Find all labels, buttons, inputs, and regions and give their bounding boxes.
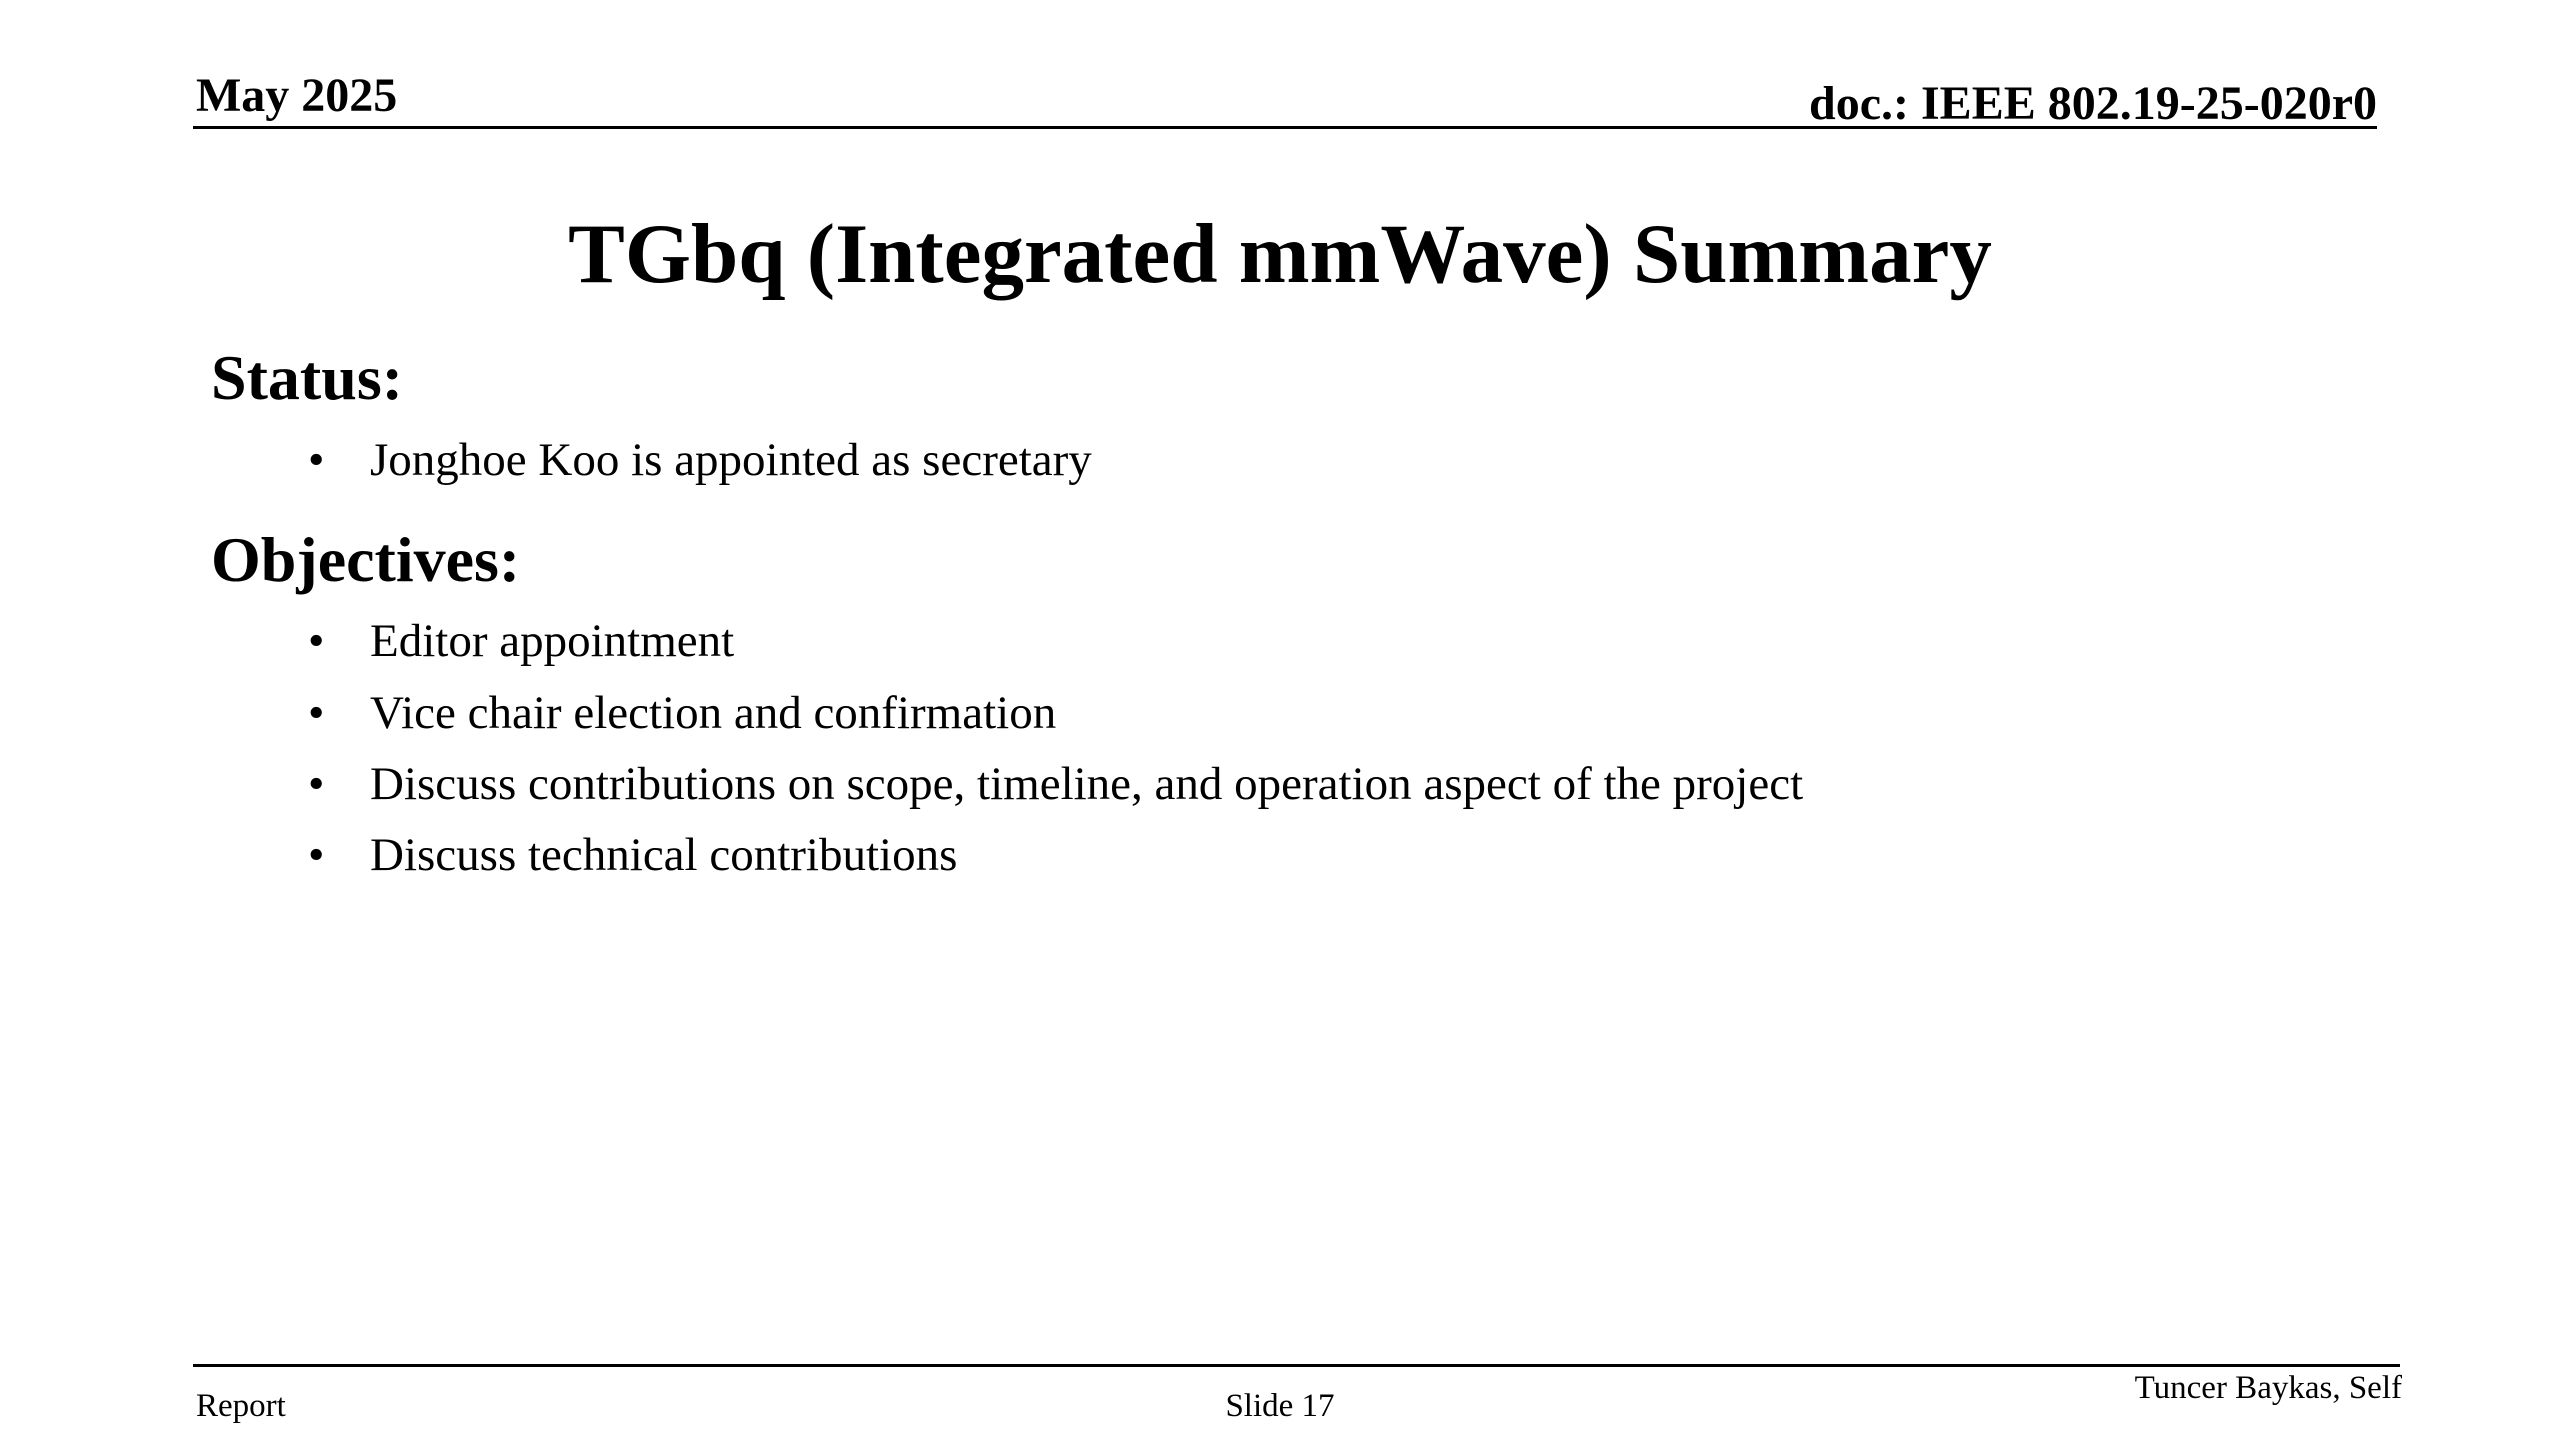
footer-slide-number: Slide 17: [1225, 1388, 1335, 1424]
status-list-item: [308, 434, 1092, 486]
objectives-heading: Objectives:: [211, 524, 521, 595]
bullet-icon: •: [308, 758, 325, 810]
objective-item-text: Discuss technical contributions: [370, 829, 958, 881]
objective-list-item: [308, 615, 735, 667]
status-item-text: Jonghoe Koo is appointed as secretary: [370, 434, 1092, 486]
bullet-icon: •: [308, 615, 325, 667]
header-date: May 2025: [196, 69, 398, 122]
objective-list-item: [308, 687, 1057, 739]
header-doc-id: doc.: IEEE 802.19-25-020r0: [1809, 77, 2377, 130]
objective-list-item: [308, 758, 1804, 810]
header-divider: [193, 126, 2377, 129]
objective-list-item: [308, 829, 958, 881]
footer-report-label: Report: [196, 1388, 286, 1424]
objective-item-text: Discuss contributions on scope, timeline, and operation aspect of the project: [370, 758, 1804, 810]
bullet-icon: •: [308, 434, 325, 486]
footer-author: Tuncer Baykas, Self: [2134, 1370, 2402, 1406]
slide-title: TGbq (Integrated mmWave) Summary: [568, 207, 1992, 301]
footer-divider: [193, 1364, 2400, 1367]
objective-item-text: Editor appointment: [370, 615, 735, 667]
bullet-icon: •: [308, 829, 325, 881]
status-heading: Status:: [211, 342, 404, 413]
bullet-icon: •: [308, 687, 325, 739]
objective-item-text: Vice chair election and confirmation: [370, 687, 1057, 739]
